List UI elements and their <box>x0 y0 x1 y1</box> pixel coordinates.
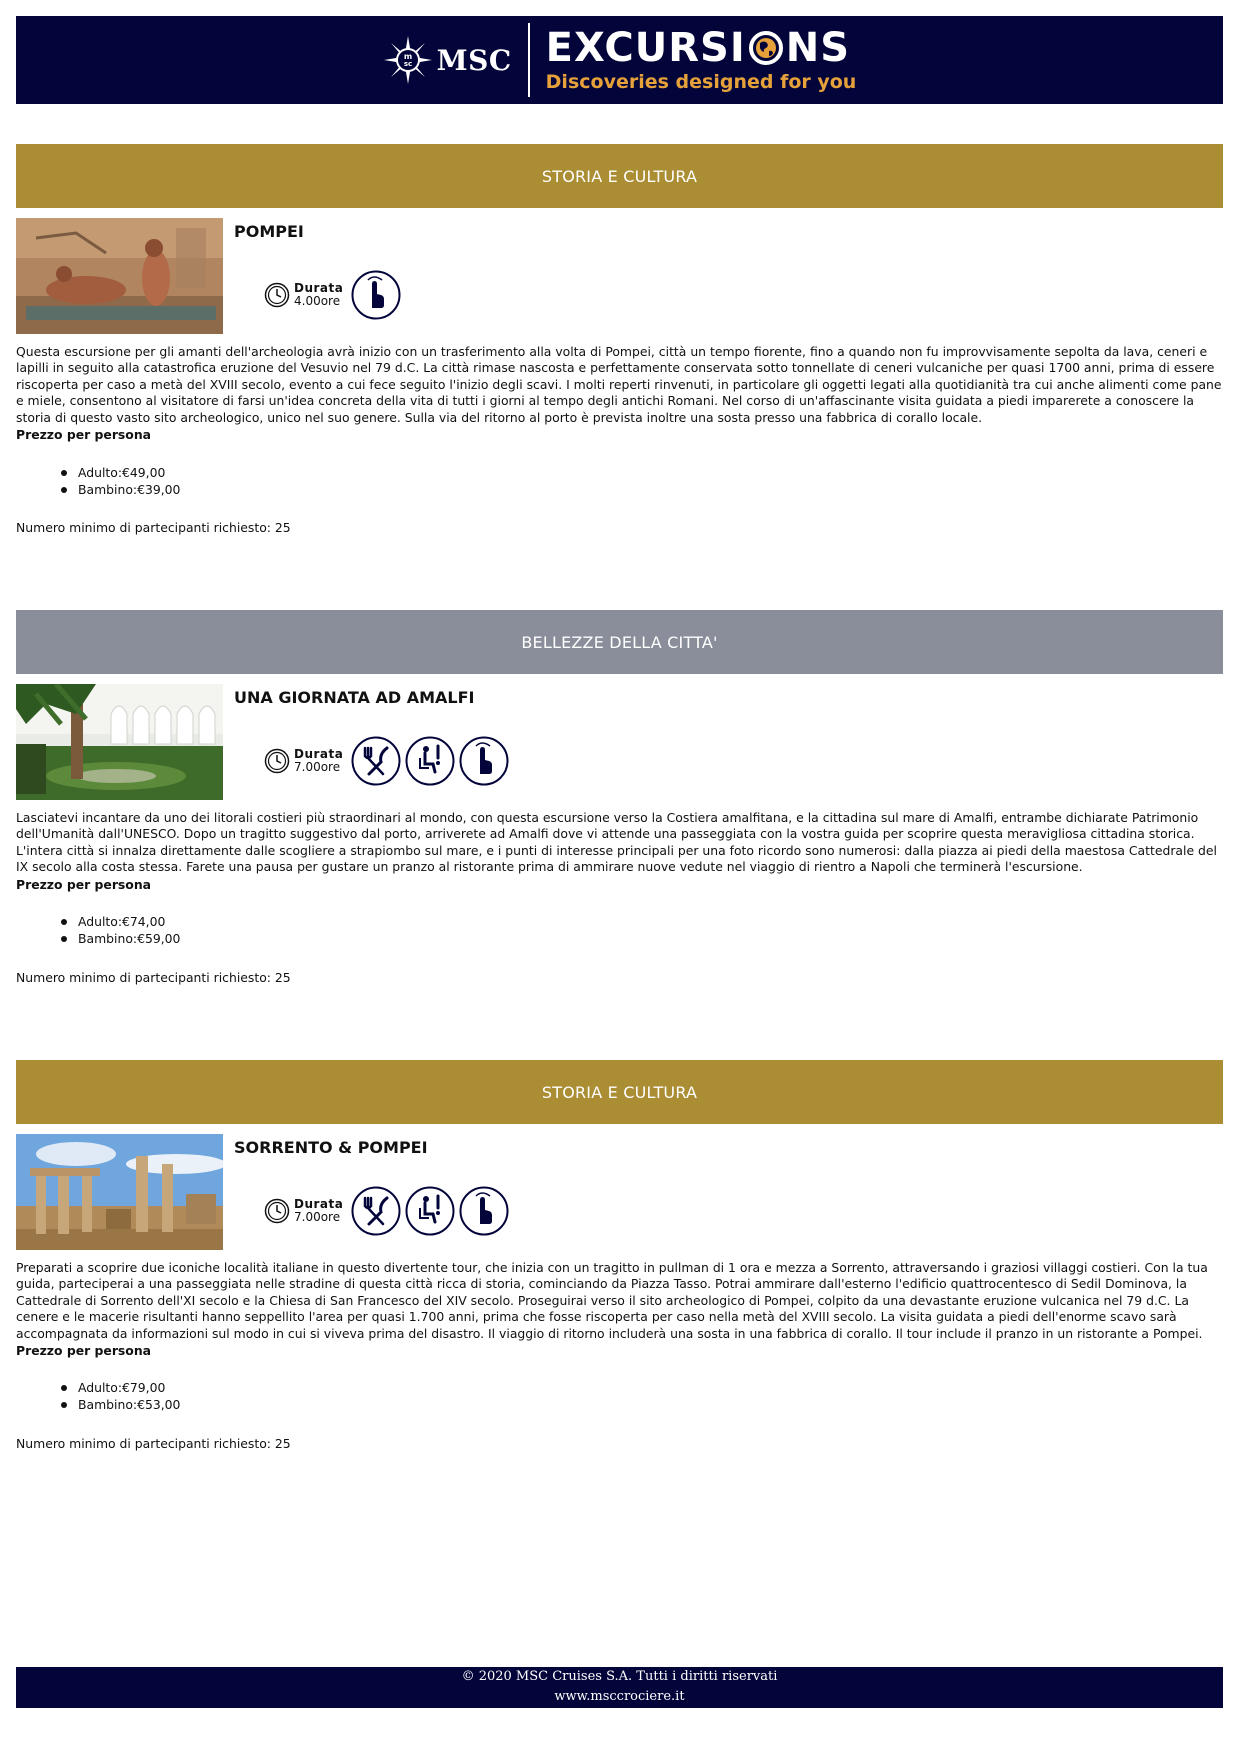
price-child: Bambino:€53,00 <box>61 1396 180 1413</box>
excursion-title: POMPEI <box>234 222 304 241</box>
excursions-title-part2: NS <box>785 25 851 71</box>
price-heading: Prezzo per persona <box>16 877 151 892</box>
excursion-image-amalfi-cloister[interactable] <box>16 684 223 800</box>
category-band: STORIA E CULTURA <box>16 1060 1223 1124</box>
price-heading: Prezzo per persona <box>16 427 151 442</box>
price-adult: Adulto:€49,00 <box>61 464 180 481</box>
price-adult: Adulto:€74,00 <box>61 913 180 930</box>
svg-text:m: m <box>403 52 412 61</box>
page-footer <box>16 1667 1223 1708</box>
seated-info-icon <box>405 736 455 786</box>
tagline: Discoveries designed for you <box>545 71 857 93</box>
duration-info <box>264 1198 343 1224</box>
duration-label: Durata <box>294 1197 344 1211</box>
excursion-card <box>16 1134 1223 1460</box>
duration-value: 7.00ore <box>294 1210 341 1224</box>
duration-label: Durata <box>294 281 344 295</box>
category-band: STORIA E CULTURA <box>16 144 1223 208</box>
logo-divider <box>528 23 530 97</box>
msc-compass-icon <box>383 35 433 85</box>
excursion-description: Lasciatevi incantare da uno dei litorali costieri più straordinari al mondo, con questa escursione verso la Costiera amalfitana, e la cittadina sul mare di Amalfi, entrambe dichiarate Patrimonio dell'Umanità dall'UNESCO. Dopo un tragitto suggestivo dal porto, arriverete ad Amalfi dove vi attende una passeggiata con la vostra guida per scoprire questa meravigliosa cittadina storica. L'intera città si innalza direttamente dalle scogliere a strapiombo sul mare, e i punti di interesse principali per una foto ricordo sono numerosi: dalla piazza ai piedi della maestosa Cattedrale del IX secolo alla costa stessa. Farete una pausa per gustare un pranzo al ristorante prima di ammirare nuove vedute nel viaggio di rientro a Napoli che terminerà l'escursione. <box>16 810 1217 875</box>
seated-info-icon <box>405 1186 455 1236</box>
excursion-features <box>264 270 401 320</box>
category-band: BELLEZZE DELLA CITTA' <box>16 610 1223 674</box>
msc-wordmark: MSC <box>436 43 512 77</box>
excursions-wordmark <box>546 26 857 70</box>
finger-tap-icon <box>351 270 401 320</box>
finger-tap-icon <box>459 1186 509 1236</box>
price-list <box>61 913 180 947</box>
min-participants: Numero minimo di partecipanti richiesto: 25 <box>16 970 291 985</box>
copyright-text: © 2020 MSC Cruises S.A. Tutti i diritti riservati <box>461 1669 778 1684</box>
svg-text:sc: sc <box>403 60 412 68</box>
duration-value: 7.00ore <box>294 760 341 774</box>
price-child: Bambino:€59,00 <box>61 930 180 947</box>
duration-info <box>264 282 343 308</box>
excursion-title: SORRENTO & POMPEI <box>234 1138 428 1157</box>
duration-info <box>264 748 343 774</box>
meal-icon <box>351 736 401 786</box>
duration-label: Durata <box>294 747 344 761</box>
excursions-title-part1: EXCURSI <box>545 25 746 71</box>
price-heading: Prezzo per persona <box>16 1343 151 1358</box>
excursion-card <box>16 218 1223 538</box>
excursion-image-pompei-fresco[interactable] <box>16 218 223 334</box>
excursion-image-pompei-columns[interactable] <box>16 1134 223 1250</box>
msc-logo <box>383 35 512 85</box>
excursion-description: Preparati a scoprire due iconiche località italiane in questo divertente tour, che inizia con un tragitto in pullman di 1 ora e mezza a Sorrento, attraversando i graziosi villaggi costieri. Con la tua guida, parteciperai a una passeggiata nelle stradine di questa città ricca di storia, cominciando da Piazza Tasso. Potrai ammirare dall'esterno l'edificio quattrocentesco di Sedil Dominova, la Cattedrale di Sorrento dell'XI secolo e la Chiesa di San Francesco del XIV secolo. Proseguirai verso il sito archeologico di Pompei, colpito da una devastante eruzione vulcanica nel 79 d.C. La cenere e le macerie risultanti hanno seppellito l'area per quasi 1.700 anni, prima che fosse riscoperta per caso nella metà del XVIII secolo. La visita guidata a piedi dell'enorme scavo sarà accompagnata da informazioni sul modo in cui si viveva prima del disastro. Il viaggio di ritorno includerà una sosta in una fabbrica di corallo. Il tour include il pranzo in un ristorante a Pompei. <box>16 1260 1208 1341</box>
website-link[interactable]: www.msccrociere.it <box>554 1689 685 1704</box>
finger-tap-icon <box>459 736 509 786</box>
min-participants: Numero minimo di partecipanti richiesto: 25 <box>16 1436 291 1451</box>
excursion-features <box>264 1186 509 1236</box>
excursion-description: Questa escursione per gli amanti dell'archeologia avrà inizio con un trasferimento alla volta di Pompei, città un tempo fiorente, fino a quando non fu improvvisamente sepolta da lava, ceneri e lapilli in seguito alla catastrofica eruzione del Vesuvio nel 79 d.C. La città rimase nascosta e perfettamente conservata sotto tonnellate di ceneri vulcaniche per quasi 1700 anni, prima di essere riscoperta per caso a metà del XVIII secolo, evento a cui fece seguito l'inizio degli scavi. I molti reperti rinvenuti, in particolare gli oggetti legati alla quotidianità tra cui anche alimenti come pane e miele, consentono al visitatore di farsi un'idea concreta della vita di tutti i giorni al tempo degli antichi Romani. Nel corso di un'affascinante visita guidata a piedi imparerete a conoscere la storia di questo vasto sito archeologico, unico nel suo genere. Sulla via del ritorno al porto è prevista inoltre una sosta presso una fabbrica di corallo locale. <box>16 344 1222 425</box>
price-list <box>61 464 180 498</box>
duration-value: 4.00ore <box>294 294 341 308</box>
clock-icon <box>264 282 290 308</box>
price-adult: Adulto:€79,00 <box>61 1379 180 1396</box>
excursion-title: UNA GIORNATA AD AMALFI <box>234 688 475 707</box>
globe-icon <box>748 30 784 66</box>
page-header <box>16 16 1223 104</box>
excursion-card <box>16 684 1223 994</box>
clock-icon <box>264 748 290 774</box>
min-participants: Numero minimo di partecipanti richiesto: 25 <box>16 520 291 535</box>
clock-icon <box>264 1198 290 1224</box>
meal-icon <box>351 1186 401 1236</box>
excursion-features <box>264 736 509 786</box>
msc-excursions-logo <box>383 16 857 104</box>
price-list <box>61 1379 180 1413</box>
price-child: Bambino:€39,00 <box>61 481 180 498</box>
